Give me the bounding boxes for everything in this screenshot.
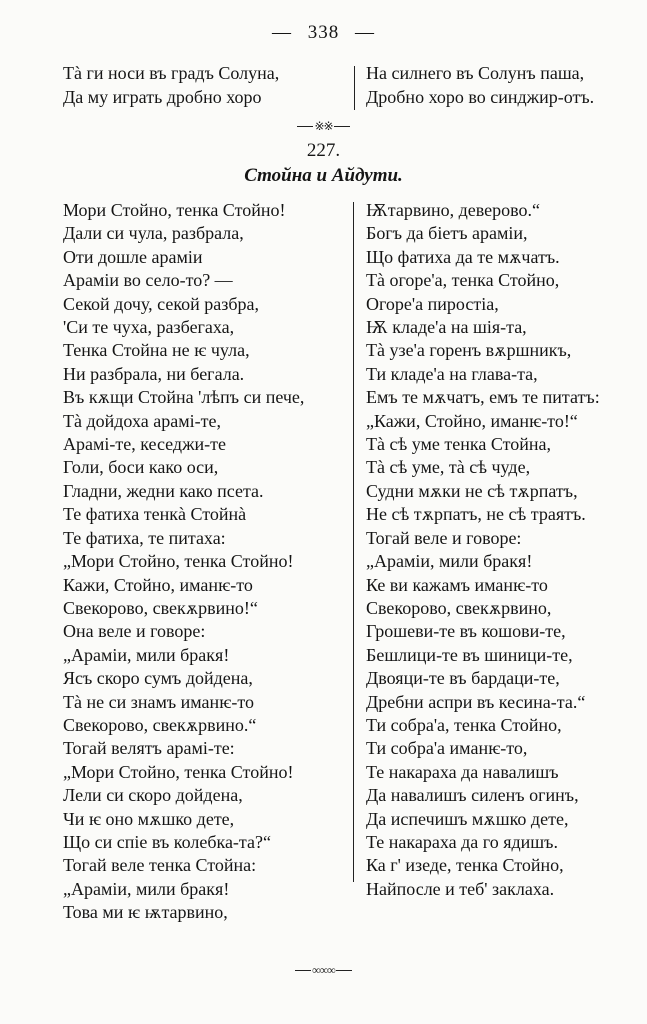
verse-line: Tà огоре'а, тенка Стойно, bbox=[366, 270, 560, 291]
verse-line: 'Си те чуха, разбегаха, bbox=[63, 317, 235, 338]
song-number: 227. bbox=[306, 140, 341, 161]
verse-line: На силнего въ Солунъ паша, bbox=[366, 63, 585, 83]
column-divider bbox=[353, 202, 354, 882]
verse-line: Грошеви-те въ кошови-те, bbox=[366, 621, 566, 642]
verse-line: Найпосле и теб' заклаха. bbox=[366, 878, 555, 899]
verse-line: Мори Стойно, тенка Стойно! bbox=[63, 200, 286, 220]
verse-line: Свекорово, свекѫрвино.“ bbox=[63, 714, 257, 735]
verse-line: Гладни, жедни како псета. bbox=[63, 480, 264, 501]
verse-line: Въ кѫщи Стойна 'лѣпъ си пече, bbox=[63, 387, 305, 408]
column-divider bbox=[354, 66, 355, 110]
verse-line: Ти собра'а иманѥ-то, bbox=[366, 738, 528, 759]
verse-line: Те накараха да навалишъ bbox=[366, 761, 559, 782]
verse-line: „Арамiи, мили бракя! bbox=[366, 551, 533, 572]
verse-line: Да му играть дробно хоро bbox=[63, 86, 262, 107]
verse-line: Она веле и говоре: bbox=[63, 621, 206, 642]
verse-line: Лели си скоро дойдена, bbox=[63, 785, 243, 806]
ornament-divider-bottom: ∞∞∞ bbox=[0, 962, 647, 978]
verse-line: Тогай веле и говоре: bbox=[366, 527, 522, 548]
verse-line: Tà сѣ уме, тà сѣ чуде, bbox=[366, 457, 531, 478]
verse-line: Свекорово, свекѫрвино!“ bbox=[63, 597, 258, 618]
verse-line: „Мори Стойно, тенка Стойно! bbox=[63, 551, 294, 572]
verse-line: Дребни аспри въ кесина-та.“ bbox=[366, 691, 586, 712]
verse-line: Дробно хоро во синджир-отъ. bbox=[366, 86, 595, 107]
verse-line: Tà узе'а горенъ вѫршникъ, bbox=[366, 340, 572, 361]
header-dash-right: — bbox=[355, 22, 375, 43]
verse-line: Ѭ кладе'а на шiя-та, bbox=[366, 317, 527, 338]
verse-line: Ясъ скоро сумъ дойдена, bbox=[63, 668, 253, 689]
page-header bbox=[0, 22, 647, 44]
verse-line: Дали си чула, разбрала, bbox=[63, 223, 244, 244]
verse-line: Ка г' изеде, тенка Стойно, bbox=[366, 855, 564, 876]
poem-left-column bbox=[63, 199, 304, 925]
verse-line: Tà ги носи въ градъ Солуна, bbox=[63, 63, 280, 83]
verse-line: Емъ те мѫчатъ, емъ те питатъ: bbox=[366, 387, 600, 408]
verse-line: Те фатиха, те питаха: bbox=[63, 527, 226, 548]
verse-line: Що фатиха да те мѫчатъ. bbox=[366, 246, 560, 267]
verse-line: „Арамiи, мили бракя! bbox=[63, 644, 230, 665]
verse-line: Секой дочу, секой разбра, bbox=[63, 293, 260, 314]
verse-line: Богъ да бiетъ арамiи, bbox=[366, 223, 528, 244]
verse-line: Тенка Стойна не ѥ чула, bbox=[63, 340, 250, 361]
verse-line: Огоре'а пиростiа, bbox=[366, 293, 499, 314]
verse-line: Те накараха да го ядишъ. bbox=[366, 831, 558, 852]
verse-line: Ѭтарвино, деверово.“ bbox=[366, 200, 540, 220]
verse-line: Това ми ѥ ѭтарвино, bbox=[63, 902, 228, 923]
verse-line: Ке ви кажамъ иманѥ-то bbox=[366, 574, 548, 595]
poem-right-column bbox=[366, 199, 600, 901]
verse-line: Бешлици-те въ шиници-те, bbox=[366, 644, 573, 665]
page-number: 338 bbox=[307, 22, 340, 43]
verse-line: Не сѣ тѫрпатъ, не сѣ траятъ. bbox=[366, 504, 586, 525]
verse-line: Оти дошле арамiи bbox=[63, 246, 203, 267]
song-title: Стойна и Айдути. bbox=[244, 165, 403, 186]
verse-line: Тогай велятъ арамi-те: bbox=[63, 738, 235, 759]
verse-line: Ти кладе'а на глава-та, bbox=[366, 363, 538, 384]
verse-line: „Арамiи, мили бракя! bbox=[63, 878, 230, 899]
header-dash-left: — bbox=[272, 22, 292, 43]
verse-line: Судни мѫки не сѣ тѫрпатъ, bbox=[366, 480, 578, 501]
verse-line: Що си спiе въ колебка-та?“ bbox=[63, 831, 271, 852]
verse-line: Да испечишъ мѫшко дете, bbox=[366, 808, 569, 829]
verse-line: Tà сѣ уме тенка Стойна, bbox=[366, 434, 551, 455]
verse-line: Двояци-те въ бардаци-те, bbox=[366, 668, 560, 689]
verse-line: Ти собра'а, тенка Стойно, bbox=[366, 714, 562, 735]
verse-line: Tà не си знамъ иманѥ-то bbox=[63, 691, 254, 712]
verse-line: „Кажи, Стойно, иманѥ-то!“ bbox=[366, 410, 578, 431]
verse-line: Ни разбрала, ни бегала. bbox=[63, 363, 245, 384]
verse-line: Tà дойдоха арамi-те, bbox=[63, 410, 221, 431]
previous-song-right-column bbox=[366, 62, 594, 109]
verse-line: „Мори Стойно, тенка Стойно! bbox=[63, 761, 294, 782]
verse-line: Кажи, Стойно, иманѥ-то bbox=[63, 574, 253, 595]
verse-line: Чи ѥ оно мѫшко дете, bbox=[63, 808, 235, 829]
verse-line: Голи, боси како оси, bbox=[63, 457, 219, 478]
verse-line: Тогай веле тенка Стойна: bbox=[63, 855, 257, 876]
verse-line: Арамi-те, кеседжи-те bbox=[63, 434, 227, 455]
previous-song-left-column bbox=[63, 62, 279, 109]
verse-line: Да навалишъ силенъ огинъ, bbox=[366, 785, 579, 806]
ornament-divider-top: ※※ bbox=[0, 118, 647, 134]
verse-line: Те фатиха тенкà Стойнà bbox=[63, 504, 247, 525]
verse-line: Свекорово, свекѫрвино, bbox=[366, 597, 552, 618]
verse-line: Арамiи во село-то? — bbox=[63, 270, 233, 291]
